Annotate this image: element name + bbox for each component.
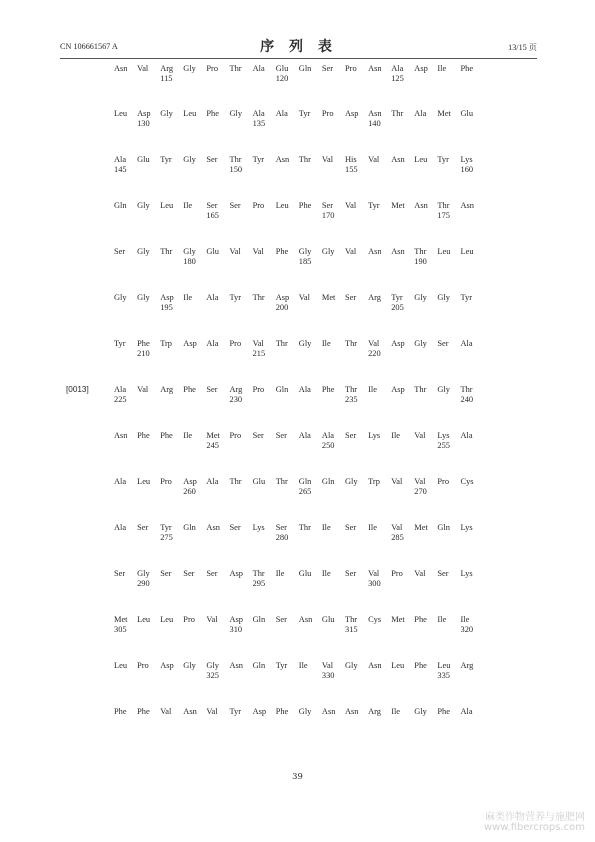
residue-number: 240 [460, 395, 474, 404]
residue: Tyr [368, 201, 380, 210]
residue-number: 325 [206, 671, 219, 680]
residue: Phe [298, 201, 312, 210]
residue: Thr [460, 385, 473, 394]
residue: Gln [298, 477, 312, 486]
residue: Met [206, 431, 220, 440]
residue: Glu [275, 64, 289, 73]
residue: Val [368, 569, 380, 578]
residue-number: 235 [345, 395, 358, 404]
residue: Met [391, 615, 405, 624]
residue: Ile [391, 431, 401, 440]
residue: Phe [206, 109, 219, 118]
residue: Ala [252, 109, 265, 118]
residue: Asn [298, 615, 313, 624]
residue: Leu [160, 201, 174, 210]
residue: Glu [298, 569, 312, 578]
residue-number: 185 [298, 257, 312, 266]
residue-number: 290 [137, 579, 150, 588]
residue: Val [414, 431, 426, 440]
residue: Thr [229, 477, 242, 486]
residue: Val [206, 707, 218, 716]
residue: Val [252, 247, 264, 256]
residue: Ala [391, 64, 404, 73]
residue-number: 150 [229, 165, 243, 174]
residue: Pro [391, 569, 403, 578]
residue: Ser [183, 569, 195, 578]
residue: Asn [114, 64, 128, 73]
residue: Ile [391, 707, 401, 716]
residue-number: 265 [298, 487, 312, 496]
residue: Ile [437, 64, 447, 73]
residue: Gly [183, 155, 196, 164]
residue: Arg [368, 707, 381, 716]
residue: Ser [137, 523, 149, 532]
residue: Gly [298, 707, 312, 716]
residue: Gly [229, 109, 243, 118]
residue: Ser [252, 431, 264, 440]
residue: Val [345, 247, 357, 256]
residue: Ser [345, 523, 357, 532]
residue: Asn [183, 707, 197, 716]
watermark-cn: 麻类作物营养与施肥网 [485, 812, 585, 823]
residue: Glu [460, 109, 474, 118]
residue-number: 250 [321, 441, 335, 450]
residue-number: 145 [114, 165, 127, 174]
residue-number: 135 [252, 119, 266, 128]
residue: Thr [437, 201, 450, 210]
residue: Thr [345, 615, 358, 624]
residue-number: 130 [137, 119, 150, 128]
residue-number: 300 [368, 579, 381, 588]
residue: Ser [206, 155, 218, 164]
residue: Asp [183, 339, 197, 348]
residue: Tyr [160, 523, 172, 532]
residue: Asp [160, 661, 174, 670]
residue: Trp [160, 339, 172, 348]
residue: His [345, 155, 357, 164]
residue: Leu [114, 109, 128, 118]
residue: Asn [368, 247, 382, 256]
residue: Ile [183, 201, 193, 210]
residue: Ala [414, 109, 427, 118]
residue: Phe [137, 431, 150, 440]
residue: Arg [229, 385, 243, 394]
residue: Asp [345, 109, 359, 118]
residue: Ser [114, 247, 126, 256]
residue-number: 280 [275, 533, 289, 542]
residue: Glu [321, 615, 335, 624]
residue: Val [414, 569, 426, 578]
residue: Asp [183, 477, 197, 486]
watermark-url: www.fibercrops.com [483, 822, 585, 833]
residue: Gly [414, 707, 427, 716]
residue: Ser [114, 569, 126, 578]
residue: Phe [321, 385, 335, 394]
residue: Ala [252, 64, 265, 73]
residue: Lys [460, 155, 473, 164]
residue: Tyr [391, 293, 403, 302]
residue: Arg [460, 661, 474, 670]
residue-number: 190 [414, 257, 427, 266]
residue: Gly [183, 661, 196, 670]
residue: Gln [252, 615, 266, 624]
residue: Leu [437, 661, 451, 670]
residue: Asp [252, 707, 267, 716]
residue: Pro [160, 477, 172, 486]
residue: Val [368, 155, 380, 164]
residue: Val [298, 293, 310, 302]
residue: Ala [206, 339, 219, 348]
residue: Thr [229, 64, 242, 73]
residue: Ser [437, 339, 449, 348]
residue: Gly [137, 569, 150, 578]
residue: Leu [183, 109, 197, 118]
residue: Tyr [275, 661, 288, 670]
residue: Met [414, 523, 428, 532]
residue: Gly [437, 293, 450, 302]
residue: Ser [229, 523, 241, 532]
residue: Arg [368, 293, 381, 302]
residue: Ala [298, 385, 311, 394]
residue: Thr [229, 155, 242, 164]
residue: Ser [206, 569, 218, 578]
residue: Val [137, 385, 149, 394]
residue: Tyr [460, 293, 473, 302]
residue: Tyr [114, 339, 126, 348]
residue: Met [437, 109, 451, 118]
residue-number: 115 [160, 74, 173, 83]
residue: Thr [298, 523, 311, 532]
residue: Gly [437, 385, 450, 394]
residue-number: 180 [183, 257, 196, 266]
residue: Gly [183, 247, 196, 256]
residue: Lys [460, 523, 473, 532]
residue: Met [321, 293, 336, 302]
residue: Pro [229, 339, 242, 348]
residue-number: 200 [275, 303, 289, 312]
residue: Leu [391, 661, 405, 670]
residue: Thr [414, 247, 427, 256]
residue-number: 220 [368, 349, 381, 358]
residue: Ile [275, 569, 285, 578]
residue: Phe [183, 385, 196, 394]
residue-number: 205 [391, 303, 404, 312]
residue-number: 195 [160, 303, 173, 312]
residue: Ser [275, 615, 287, 624]
residue: Gln [252, 661, 266, 670]
residue-number: 125 [391, 74, 404, 83]
residue: Lys [252, 523, 265, 532]
residue: Gly [298, 247, 312, 256]
residue: Ala [206, 477, 219, 486]
residue: Lys [368, 431, 381, 440]
residue: Asn [368, 661, 382, 670]
residue: Pro [437, 477, 450, 486]
residue: Phe [275, 707, 289, 716]
residue: Met [391, 201, 405, 210]
residue: Ile [321, 569, 331, 578]
residue: Phe [137, 339, 150, 348]
residue: Cys [368, 615, 382, 624]
residue: Tyr [252, 155, 265, 164]
residue: Asn [368, 64, 382, 73]
residue: Pro [345, 64, 357, 73]
residue: Arg [160, 64, 174, 73]
residue: Gln [437, 523, 450, 532]
residue: Ile [183, 431, 193, 440]
residue-number: 315 [345, 625, 358, 634]
residue: Phe [437, 707, 450, 716]
residue-number: 285 [391, 533, 404, 542]
residue: Gly [183, 64, 196, 73]
residue: Asn [391, 155, 405, 164]
residue: Ser [206, 385, 218, 394]
residue: Gly [298, 339, 312, 348]
page-header [60, 36, 537, 60]
residue: Gly [345, 477, 358, 486]
residue: Ser [275, 523, 287, 532]
residue: Phe [414, 661, 427, 670]
residue: Ala [206, 293, 219, 302]
residue: Ser [437, 569, 449, 578]
residue: Gly [321, 247, 335, 256]
residue: Asn [368, 109, 382, 118]
residue: Asn [229, 661, 243, 670]
residue-number: 335 [437, 671, 450, 680]
residue: Ala [460, 431, 473, 440]
residue: Asn [206, 523, 220, 532]
residue: Pro [229, 431, 242, 440]
residue: Val [321, 155, 334, 164]
residue: Val [414, 477, 426, 486]
residue: Ser [275, 431, 287, 440]
residue: Gly [137, 201, 150, 210]
residue: Leu [414, 155, 428, 164]
residue: Ala [298, 431, 311, 440]
residue: Ser [160, 569, 172, 578]
residue: Asn [391, 247, 405, 256]
residue: Val [321, 661, 334, 670]
residue: Leu [137, 477, 151, 486]
residue: Pro [206, 64, 219, 73]
residue: Val [137, 64, 149, 73]
residue: Leu [160, 615, 174, 624]
residue: Gly [137, 247, 150, 256]
residue: Thr [414, 385, 427, 394]
residue: Val [368, 339, 380, 348]
residue: Gln [114, 201, 127, 210]
residue: Val [391, 523, 403, 532]
residue: Val [160, 707, 172, 716]
patent-number: CN 106661567 A [60, 42, 118, 51]
residue: Pro [252, 385, 265, 394]
residue-number: 175 [437, 211, 450, 220]
residue: Asp [414, 64, 428, 73]
residue-number: 215 [252, 349, 266, 358]
residue: Ala [275, 109, 288, 118]
residue: Phe [460, 64, 474, 73]
residue: Thr [275, 477, 288, 486]
residue: Asp [391, 339, 405, 348]
residue: Leu [460, 247, 474, 256]
residue: Ser [345, 431, 357, 440]
residue: Leu [114, 661, 128, 670]
residue: Gln [183, 523, 196, 532]
residue: Val [345, 201, 357, 210]
paragraph-number: [0013] [66, 385, 89, 394]
residue: Glu [206, 247, 219, 256]
residue: Gly [414, 293, 427, 302]
residue: Gly [414, 339, 427, 348]
residue: Gln [275, 385, 289, 394]
residue-number: 305 [114, 625, 127, 634]
residue: Gly [345, 661, 358, 670]
residue: Ile [437, 615, 447, 624]
residue: Ile [321, 523, 331, 532]
header-divider [60, 58, 537, 59]
residue-number: 320 [460, 625, 474, 634]
residue: Asp [137, 109, 151, 118]
residue: Thr [345, 385, 358, 394]
residue: Trp [368, 477, 380, 486]
residue: Leu [437, 247, 451, 256]
residue: Ala [114, 385, 127, 394]
residue: Leu [275, 201, 289, 210]
residue: Asn [275, 155, 290, 164]
residue: Arg [160, 385, 174, 394]
residue: Glu [137, 155, 150, 164]
residue: Pro [321, 109, 334, 118]
residue: Tyr [229, 293, 242, 302]
residue-number: 295 [252, 579, 266, 588]
residue: Asp [229, 569, 243, 578]
residue: Thr [345, 339, 358, 348]
residue: Lys [437, 431, 450, 440]
residue: Tyr [298, 109, 311, 118]
residue: Ile [368, 523, 377, 532]
residue: Ala [114, 523, 127, 532]
residue: Gly [114, 293, 127, 302]
residue-number: 170 [321, 211, 335, 220]
residue: Cys [460, 477, 474, 486]
residue: Phe [160, 431, 173, 440]
page-number: 39 [292, 771, 303, 781]
residue: Tyr [160, 155, 172, 164]
residue: Glu [252, 477, 266, 486]
residue: Ser [321, 201, 334, 210]
residue: Ala [321, 431, 334, 440]
residue-number: 330 [321, 671, 335, 680]
residue-number: 160 [460, 165, 474, 174]
residue: Tyr [437, 155, 449, 164]
residue: Ser [206, 201, 218, 210]
residue: Ala [460, 339, 473, 348]
residue: Ser [345, 569, 357, 578]
residue: Val [229, 247, 241, 256]
residue: Asp [275, 293, 290, 302]
page-counter: 13/15 页 [508, 43, 537, 52]
residue: Ile [460, 615, 470, 624]
residue: Ser [229, 201, 241, 210]
residue: Gly [206, 661, 219, 670]
residue: Asn [321, 707, 336, 716]
residue-number: 210 [137, 349, 150, 358]
residue: Lys [460, 569, 473, 578]
residue-number: 120 [275, 74, 289, 83]
residue: Ile [368, 385, 377, 394]
residue: Thr [391, 109, 404, 118]
residue: Gln [298, 64, 312, 73]
residue: Phe [414, 615, 427, 624]
residue-number: 255 [437, 441, 450, 450]
residue: Leu [137, 615, 151, 624]
residue: Met [114, 615, 128, 624]
residue: Asn [345, 707, 359, 716]
residue: Asn [460, 201, 474, 210]
residue: Gln [321, 477, 335, 486]
residue-number: 225 [114, 395, 127, 404]
residue: Pro [252, 201, 265, 210]
residue: Val [391, 477, 403, 486]
residue: Ser [345, 293, 357, 302]
residue-number: 230 [229, 395, 243, 404]
residue: Ala [114, 155, 127, 164]
residue-number: 245 [206, 441, 219, 450]
residue: Ala [114, 477, 127, 486]
residue: Asp [229, 615, 243, 624]
residue: Ala [460, 707, 473, 716]
residue: Thr [160, 247, 173, 256]
residue-number: 270 [414, 487, 427, 496]
residue: Val [252, 339, 264, 348]
residue: Asp [391, 385, 405, 394]
residue: Tyr [229, 707, 242, 716]
residue: Thr [252, 293, 265, 302]
residue: Phe [137, 707, 150, 716]
page-title: 序 列 表 [260, 39, 337, 55]
residue-number: 155 [345, 165, 358, 174]
residue: Ile [298, 661, 308, 670]
residue: Ile [321, 339, 331, 348]
residue: Ser [321, 64, 334, 73]
residue-number: 310 [229, 625, 243, 634]
residue: Asp [160, 293, 174, 302]
residue: Val [206, 615, 218, 624]
residue-number: 140 [368, 119, 381, 128]
residue: Phe [114, 707, 127, 716]
residue: Ile [183, 293, 193, 302]
residue: Phe [275, 247, 289, 256]
residue: Thr [275, 339, 288, 348]
residue: Thr [252, 569, 265, 578]
residue-number: 165 [206, 211, 219, 220]
residue: Gly [160, 109, 173, 118]
residue: Thr [298, 155, 311, 164]
residue-number: 260 [183, 487, 196, 496]
residue: Pro [183, 615, 195, 624]
residue: Gly [137, 293, 150, 302]
residue: Asn [114, 431, 128, 440]
residue: Asn [414, 201, 428, 210]
residue-number: 275 [160, 533, 173, 542]
residue: Pro [137, 661, 149, 670]
